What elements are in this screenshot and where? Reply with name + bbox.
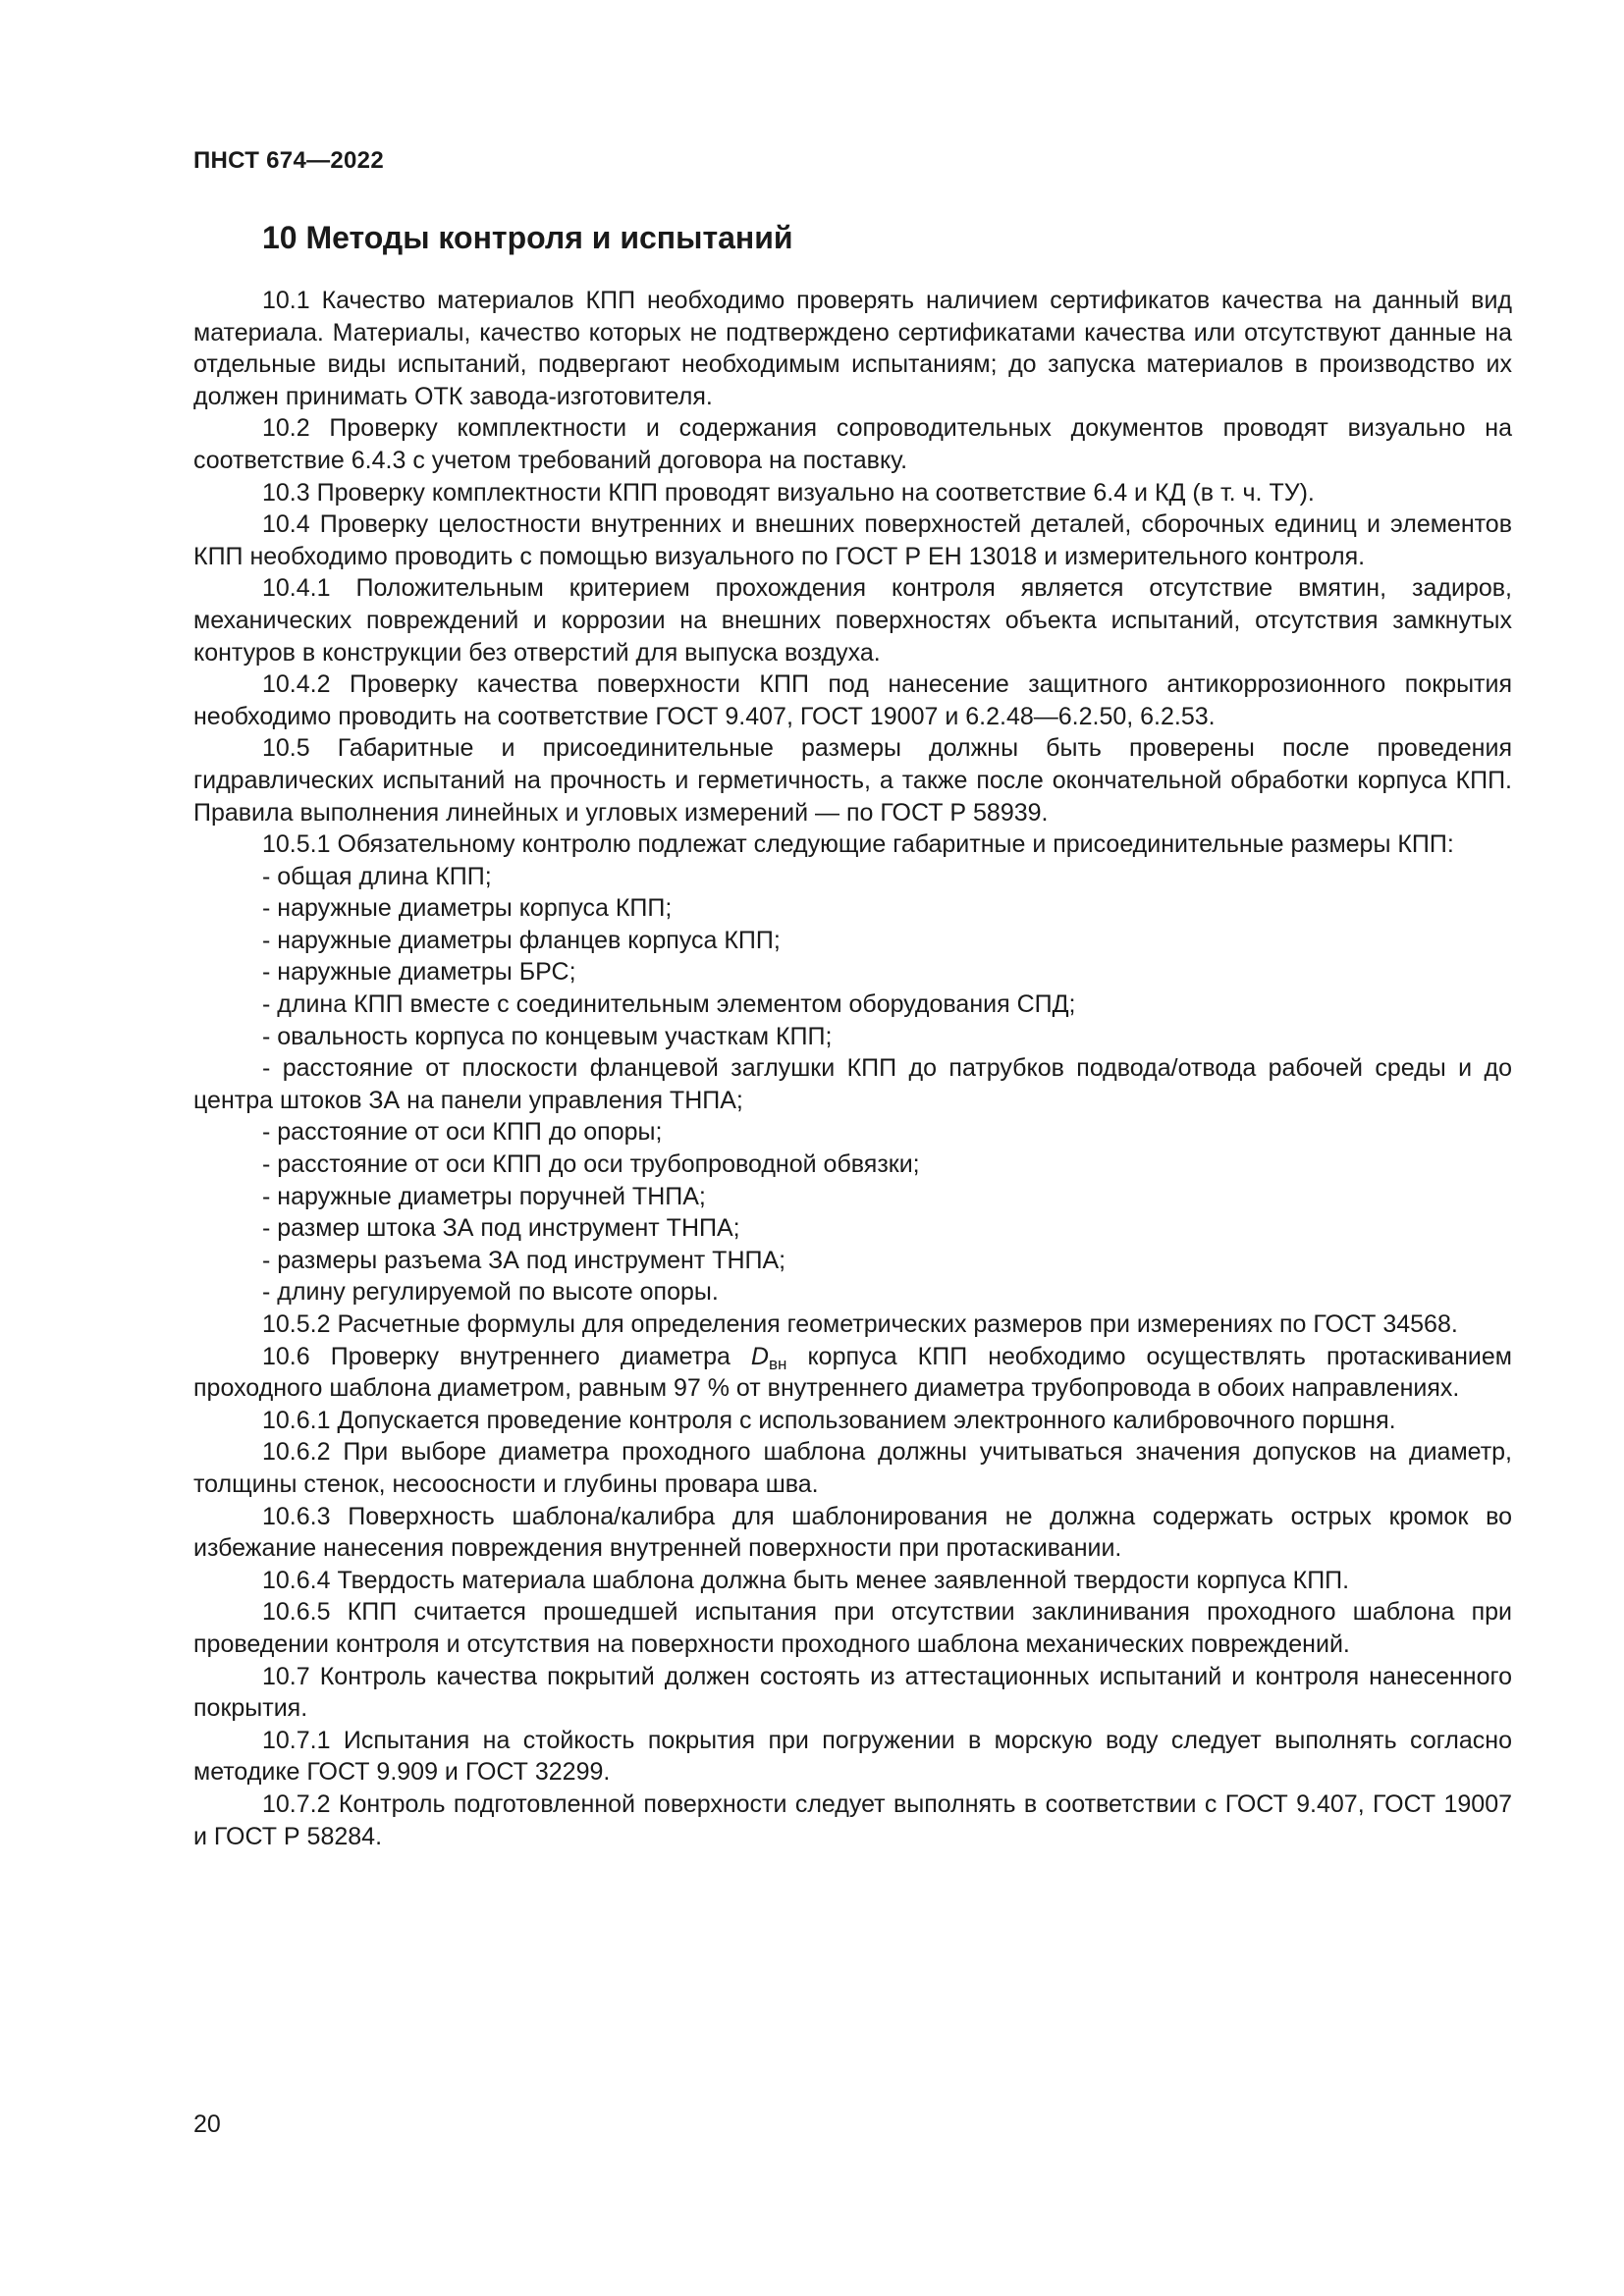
paragraph-10-7-2: 10.7.2 Контроль подготовленной поверхности следует выполнять в соответствии с ГОСТ 9.407, ГОСТ 19007 и ГОСТ Р 58284. (193, 1789, 1512, 1850)
list-item: - длину регулируемой по высоте опоры. (262, 1278, 719, 1307)
paragraph-10-2: 10.2 Проверку комплектности и содержания сопроводительных документов проводят визуально на соответствие 6.4.3 с учетом требований договора на поставку. (193, 414, 1512, 474)
paragraph-10-6-start: 10.6 Проверку внутреннего диаметра (262, 1342, 751, 1370)
paragraph-10-6 (193, 1341, 1512, 1405)
paragraph-10-7-1: 10.7.1 Испытания на стойкость покрытия при погружении в морскую воду следует выполнять согласно методике ГОСТ 9.909 и ГОСТ 32299. (193, 1726, 1512, 1787)
paragraph-10-6-1: 10.6.1 Допускается проведение контроля с использованием электронного калибровочного поршня. (262, 1406, 1396, 1434)
list-item: - общая длина КПП; (262, 862, 492, 890)
paragraph-10-5-1: 10.5.1 Обязательному контролю подлежат следующие габаритные и присоединительные размеры КПП: (262, 830, 1454, 859)
paragraph-10-6-5: 10.6.5 КПП считается прошедшей испытания при отсутствии заклинивания проходного шаблона при проведении контроля и отсутствия на поверхности проходного шаблона механических повреждений. (193, 1598, 1512, 1658)
paragraph-10-3: 10.3 Проверку комплектности КПП проводят визуально на соответствие 6.4 и КД (в т. ч. ТУ). (262, 478, 1315, 507)
paragraph-10-6-3: 10.6.3 Поверхность шаблона/калибра для шаблонирования не должна содержать острых кромок во избежание нанесения повреждения внутренней поверхности при протаскивании. (193, 1502, 1512, 1563)
paragraph-10-4: 10.4 Проверку целостности внутренних и внешних поверхностей деталей, сборочных единиц и элементов КПП необходимо проводить с помощью визуального по ГОСТ Р ЕН 13018 и измерительного контроля. (193, 510, 1512, 570)
document-id-header: ПНСТ 674—2022 (193, 147, 384, 174)
paragraph-10-6-end: корпуса КПП необходимо осуществлять протаскиванием проходного шаблона диаметром, равным 97 % от внутреннего диаметра трубопровода в обоих направлениях. (193, 1342, 1512, 1403)
list-item: - длина КПП вместе с соединительным элементом оборудования СПД; (262, 990, 1076, 1019)
section-body (193, 285, 1512, 1852)
list-item: - размеры разъема ЗА под инструмент ТНПА; (262, 1246, 786, 1274)
paragraph-10-5: 10.5 Габаритные и присоединительные размеры должны быть проверены после проведения гидравлических испытаний на прочность и герметичность, а также после окончательной обработки корпуса КПП. Правила выполнения линейных и угловых измерений — по ГОСТ Р 58939. (193, 734, 1512, 827)
list-item: - расстояние от плоскости фланцевой заглушки КПП до патрубков подвода/отвода рабочей среды и до центра штоков ЗА на панели управления ТНПА; (193, 1054, 1512, 1114)
list-item: - наружные диаметры фланцев корпуса КПП; (262, 926, 781, 954)
list-item: - размер штока ЗА под инструмент ТНПА; (262, 1214, 740, 1243)
paragraph-10-1: 10.1 Качество материалов КПП необходимо проверять наличием сертификатов качества на данный вид материала. Материалы, качество которых не подтверждено сертификатами качества или отсутствуют данные на отдельные виды испытаний, подвергают необходимым испытаниям; до запуска материалов в производство их должен принимать ОТК завода-изготовителя. (193, 287, 1512, 410)
paragraph-10-4-1: 10.4.1 Положительным критерием прохождения контроля является отсутствие вмятин, задиров, механических повреждений и коррозии на внешних поверхностях объекта испытаний, отсутствия замкнутых контуров в конструкции без отверстий для выпуска воздуха. (193, 574, 1512, 667)
section-title: 10 Методы контроля и испытаний (262, 220, 793, 255)
page-number: 20 (193, 2110, 221, 2138)
paragraph-10-6-2: 10.6.2 При выборе диаметра проходного шаблона должны учитываться значения допусков на диаметр, толщины стенок, несоосности и глубины провара шва. (193, 1438, 1512, 1498)
paragraph-10-4-2: 10.4.2 Проверку качества поверхности КПП под нанесение защитного антикоррозионного покрытия необходимо проводить на соответствие ГОСТ 9.407, ГОСТ 19007 и 6.2.48—6.2.50, 6.2.53. (193, 670, 1512, 730)
paragraph-10-5-2: 10.5.2 Расчетные формулы для определения геометрических размеров при измерениях по ГОСТ 34568. (262, 1310, 1458, 1338)
inner-diameter-subscript: вн (768, 1354, 787, 1373)
list-item: - наружные диаметры БРС; (262, 958, 576, 987)
list-item: - наружные диаметры поручней ТНПА; (262, 1182, 706, 1210)
paragraph-10-6-4: 10.6.4 Твердость материала шаблона должна быть менее заявленной твердости корпуса КПП. (262, 1566, 1350, 1594)
inner-diameter-symbol: $D_{вн}$ (750, 1342, 787, 1373)
list-item: - овальность корпуса по концевым участкам КПП; (262, 1022, 833, 1050)
list-item: - расстояние от оси КПП до оси трубопроводной обвязки; (262, 1150, 920, 1179)
list-item: - расстояние от оси КПП до опоры; (262, 1118, 663, 1147)
list-item: - наружные диаметры корпуса КПП; (262, 894, 673, 923)
paragraph-10-7: 10.7 Контроль качества покрытий должен состоять из аттестационных испытаний и контроля нанесенного покрытия. (193, 1662, 1512, 1723)
